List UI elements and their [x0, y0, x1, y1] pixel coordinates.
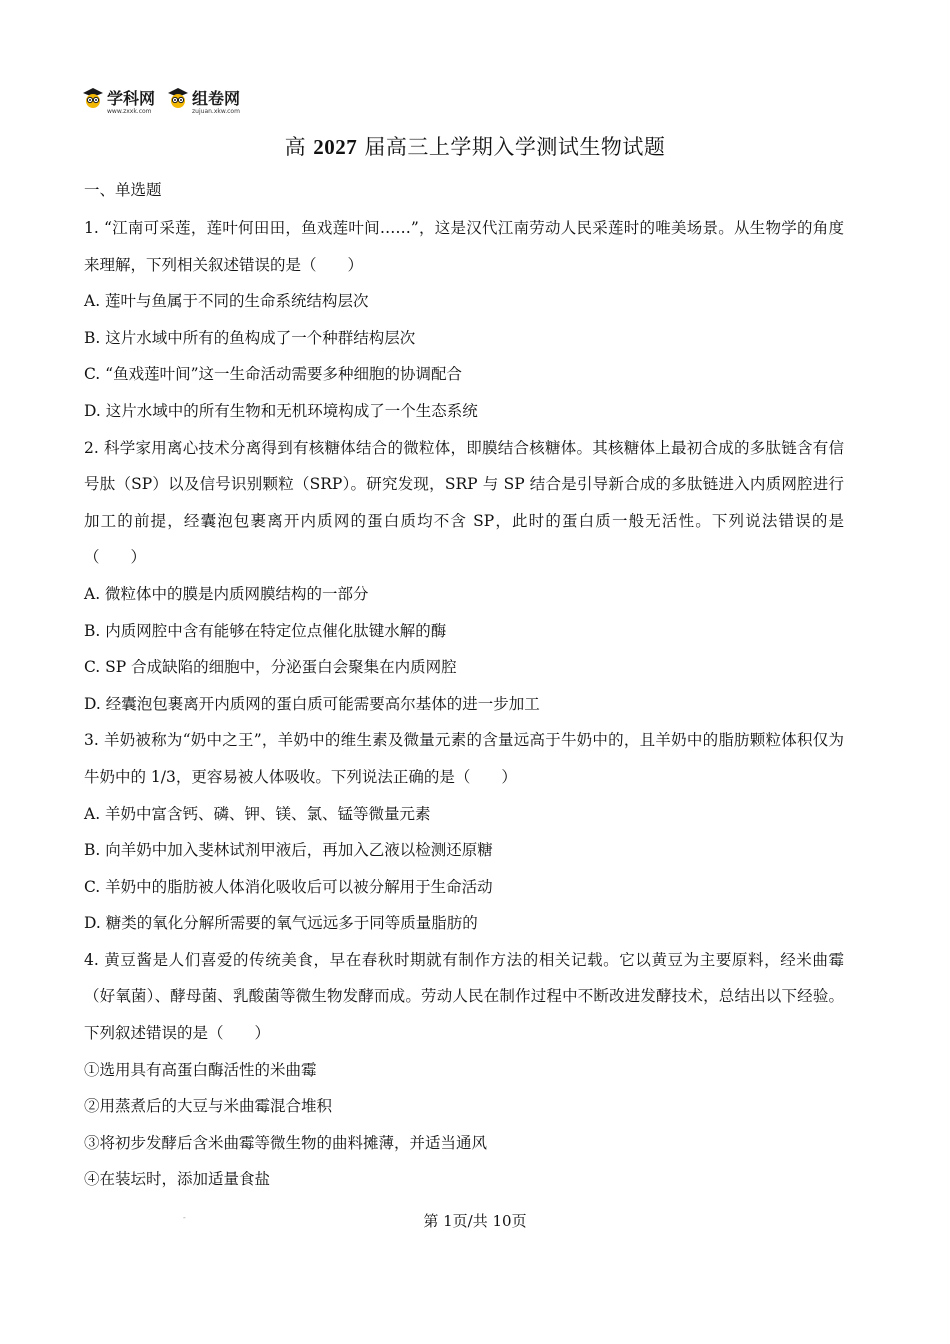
- header-logos: [82, 86, 240, 118]
- logo-url: www.zxxk.com: [107, 108, 152, 115]
- question-option: D. 糖类的氧化分解所需要的氧气远远多于同等质量脂肪的: [84, 914, 478, 933]
- question-option: B. 向羊奶中加入斐林试剂甲液后，再加入乙液以检测还原糖: [84, 841, 493, 860]
- question-option: ①选用具有高蛋白酶活性的米曲霉: [84, 1060, 317, 1079]
- question-stem: 2. 科学家用离心技术分离得到有核糖体结合的微粒体，即膜结合核糖体。其核糖体上最初合成的多肽链含有信号肽（SP）以及信号识别颗粒（SRP）。研究发现，SRP 与 SP 结合是引导新合成的多肽链进入内质网腔进行加工的前提，经囊泡包裹离开内质网的蛋白质均不含 SP，此时的蛋白质一般无活性。下列说法错误的是（ ）: [84, 438, 844, 567]
- question-option: ③将初步发酵后含米曲霉等微生物的曲料摊薄，并适当通风: [84, 1133, 488, 1152]
- question-stem: 3. 羊奶被称为“奶中之王”，羊奶中的维生素及微量元素的含量远高于牛奶中的，且羊奶中的脂肪颗粒体积仅为牛奶中的 1/3，更容易被人体吸收。下列说法正确的是（ ）: [84, 731, 844, 786]
- footer-mark: -: [183, 1213, 186, 1222]
- question-option: ②用蒸煮后的大豆与米曲霉混合堆积: [84, 1097, 333, 1116]
- question-option: D. 经囊泡包裹离开内质网的蛋白质可能需要高尔基体的进一步加工: [84, 694, 540, 713]
- question-option: A. 羊奶中富含钙、磷、钾、镁、氯、锰等微量元素: [84, 804, 431, 823]
- logo-name: 组卷网: [192, 89, 241, 108]
- title-prefix: 高: [284, 135, 314, 159]
- question-stem: 1. “江南可采莲，莲叶何田田，鱼戏莲叶间……”，这是汉代江南劳动人民采莲时的唯美场景。从生物学的角度来理解，下列相关叙述错误的是（ ）: [84, 219, 844, 274]
- logo-zujuanwang: [167, 86, 240, 115]
- logo-name: 学科网: [107, 89, 156, 108]
- question-list: [84, 210, 844, 1198]
- section-heading: 一、单选题: [84, 181, 162, 199]
- question-option: C. SP 合成缺陷的细胞中，分泌蛋白会聚集在内质网腔: [84, 658, 457, 677]
- question-option: C. 羊奶中的脂肪被人体消化吸收后可以被分解用于生命活动: [84, 877, 493, 896]
- question-option: D. 这片水域中的所有生物和无机环境构成了一个生态系统: [84, 401, 478, 420]
- question-option: B. 这片水域中所有的鱼构成了一个种群结构层次: [84, 328, 416, 347]
- owl-logo-icon: [82, 88, 104, 108]
- logo-url: zujuan.xkw.com: [192, 108, 240, 115]
- question-stem: 4. 黄豆酱是人们喜爱的传统美食，早在春秋时期就有制作方法的相关记载。它以黄豆为主要原料，经米曲霉（好氧菌）、酵母菌、乳酸菌等微生物发酵而成。劳动人民在制作过程中不断改进发酵技术，总结出以下经验。下列叙述错误的是（ ）: [84, 950, 844, 1043]
- question-option: A. 微粒体中的膜是内质网膜结构的一部分: [84, 584, 369, 603]
- title-suffix: 届高三上学期入学测试生物试题: [357, 135, 666, 159]
- question-option: C. “鱼戏莲叶间”这一生命活动需要多种细胞的协调配合: [84, 365, 463, 384]
- page-footer: 第 1页/共 10页: [423, 1212, 527, 1230]
- logo-xuekewang: [82, 86, 155, 115]
- question-option: A. 莲叶与鱼属于不同的生命系统结构层次: [84, 292, 369, 311]
- owl-logo-icon: [167, 88, 189, 108]
- question-option: ④在装坛时，添加适量食盐: [84, 1170, 271, 1189]
- page-title: [0, 131, 950, 161]
- question-option: B. 内质网腔中含有能够在特定位点催化肽键水解的酶: [84, 621, 447, 640]
- title-year: 2027: [313, 135, 358, 159]
